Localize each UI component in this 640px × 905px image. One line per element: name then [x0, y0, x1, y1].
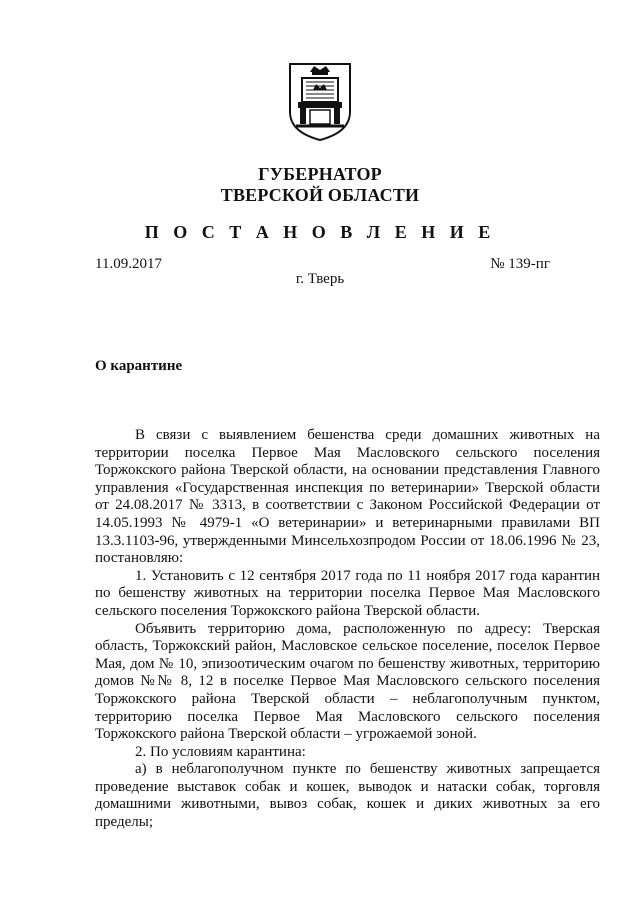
paragraph: В связи с выявлением бешенства среди домашних животных на территории поселка Первое Мая Масловского сельского поселения Торжокского района Тверской области, на основании представления Главного управления «Государственная инспекция по ветеринарии» Тверской области от 24.08.2017 № 3313, в соответствии с Законом Российской Федерации от 14.05.1993 № 4979-1 «О ветеринарии» и ветеринарными правилами ВП 13.3.1103-96, утвержденными Минсельхозпродом России от 18.06.1996 № 23, постановляю:: [95, 427, 600, 567]
document-body: [95, 427, 600, 832]
authority-title: ГУБЕРНАТОР: [258, 164, 382, 184]
document-city: г. Тверь: [295, 271, 345, 287]
authority-region: ТВЕРСКОЙ ОБЛАСТИ: [220, 185, 420, 205]
paragraph: а) в неблагополучном пункте по бешенству животных запрещается проведение выставок собак и кошек, выводок и натаски собак, торговля домашними животными, вывоз собак, кошек и диких животных за его пределы;: [95, 761, 600, 831]
paragraph: 1. Установить с 12 сентября 2017 года по 11 ноября 2017 года карантин по бешенству животных на территории поселка Первое Мая Масловского сельского поселения Торжокского района Тверской области.: [95, 567, 600, 619]
tver-coat-of-arms-icon: [286, 60, 354, 142]
document-type: П О С Т А Н О В Л Е Н И Е: [144, 222, 496, 242]
document-number: № 139-пг: [490, 256, 550, 272]
document-date: 11.09.2017: [95, 256, 162, 272]
paragraph: 2. По условиям карантина:: [135, 743, 306, 760]
document-subject: О карантине: [95, 358, 183, 374]
paragraph: Объявить территорию дома, расположенную по адресу: Тверская область, Торжокский район, Масловское сельское поселение, поселок Первое Мая, дом № 10, эпизоотическим очагом по бешенству животных, территорию домов №№ 8, 12 в поселке Первое Мая Масловского сельского поселения Торжокского района Тверской области – неблагополучным пунктом, территорию поселка Первое Мая Масловского сельского поселения Торжокского района Тверской области – угрожаемой зоной.: [95, 620, 600, 743]
